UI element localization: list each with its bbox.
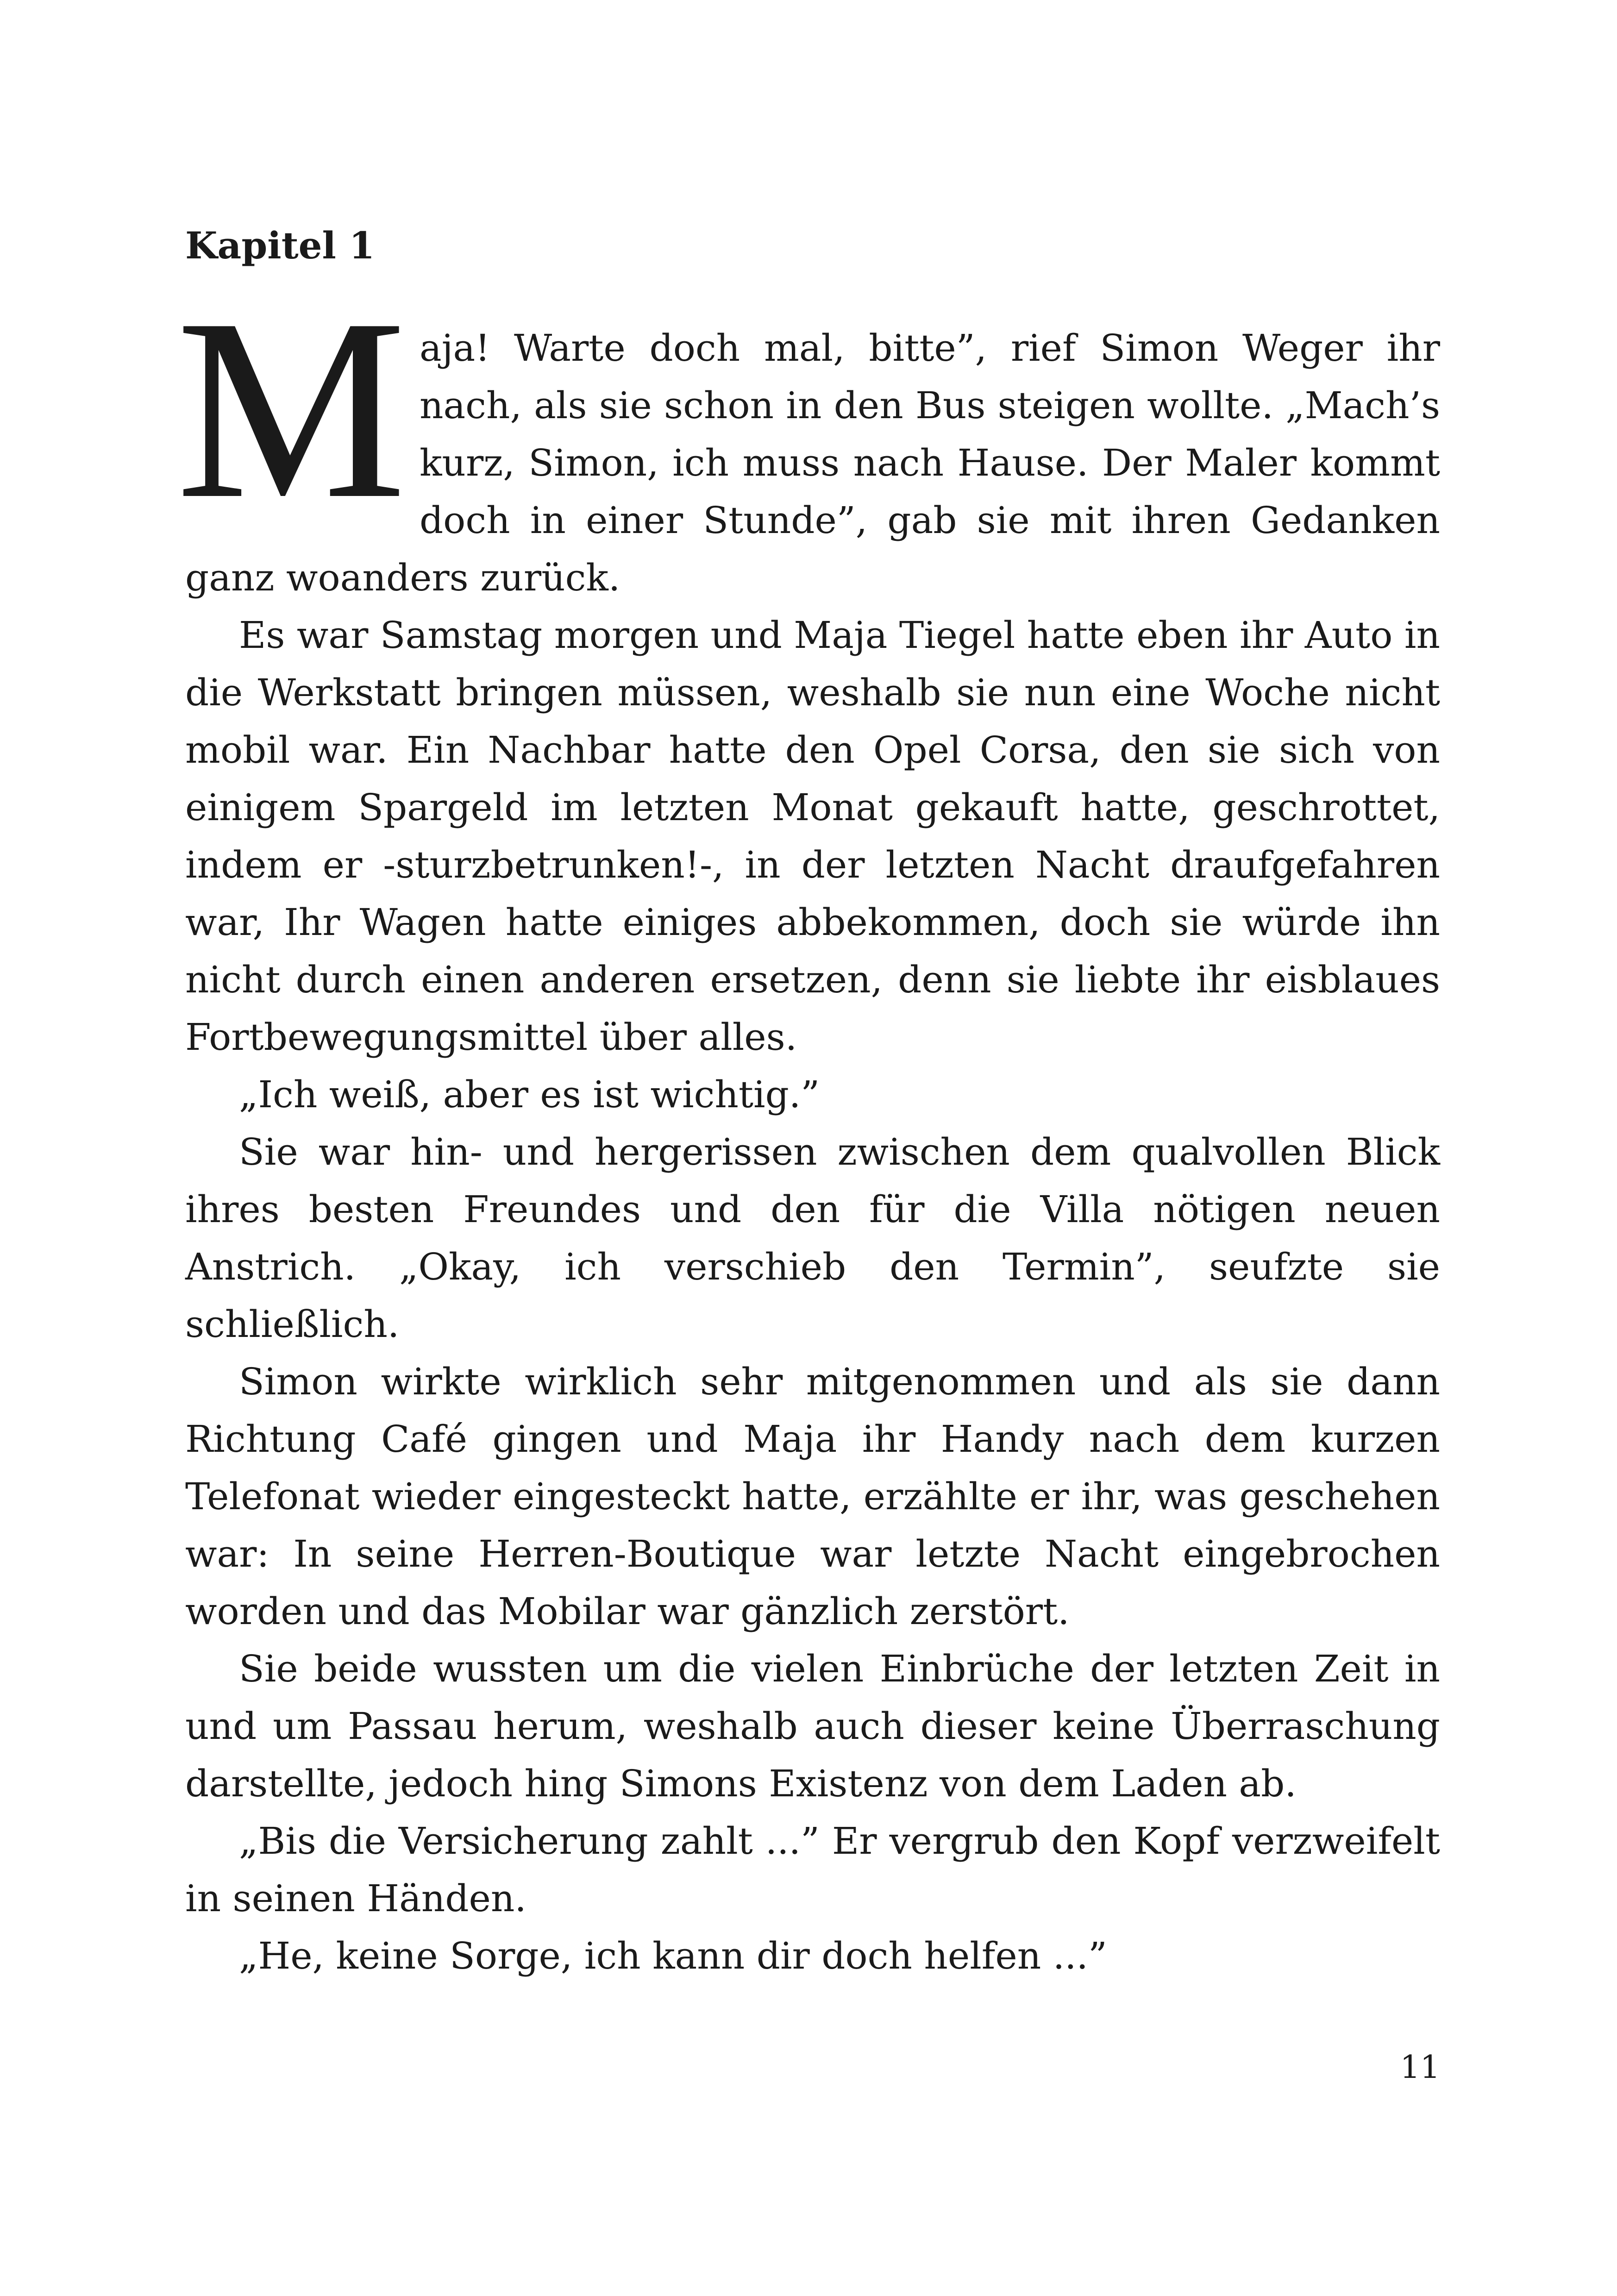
paragraph-1 [176, 265, 1440, 607]
chapter-title: Kapitel 1 [185, 224, 375, 267]
paragraph-2: Es war Samstag morgen und Maja Tiegel hatte eben ihr Auto in die Werkstatt bringen müssen, weshalb sie nun eine Woche nicht mobil war. Ein Nachbar hatte den Opel Corsa, den sie sich von einigem Spargeld im letzten Monat gekauft hatte, geschrottet, indem er -sturzbetrunken!-, in der letzten Nacht draufgefahren war, Ihr Wagen hatte einiges abbekommen, doch sie würde ihn nicht durch einen anderen ersetzen, denn sie liebte ihr eisblaues Fortbewegungsmittel über alles. [185, 614, 1440, 1059]
paragraph-8: „He, keine Sorge, ich kann dir doch helfen ...” [239, 1934, 1107, 1977]
paragraph-6: Sie beide wussten um die vielen Einbrüche der letzten Zeit in und um Passau herum, weshalb auch dieser keine Überraschung darstellte, jedoch hing Simons Existenz von dem Laden ab. [185, 1647, 1440, 1805]
paragraph-1-text: aja! Warte doch mal, bitte”, rief Simon Weger ihr nach, als sie schon in den Bus steigen wollte. „Mach’s kurz, Simon, ich muss nach Hause. Der Maler kommt doch in einer Stunde”, gab sie mit ihren Gedanken ganz woanders zurück. [185, 326, 1440, 599]
paragraph-3: „Ich weiß, aber es ist wichtig.” [239, 1073, 820, 1116]
chapter-body-text [176, 265, 1440, 1985]
page-number: 11 [1400, 2049, 1440, 2086]
paragraph-4: Sie war hin- und hergerissen zwischen dem qualvollen Blick ihres besten Freundes und den für die Villa nötigen neuen Anstrich. „Okay, ich verschieb den Termin”, seufzte sie schließlich. [185, 1130, 1440, 1346]
drop-cap: M [176, 265, 407, 552]
paragraph-7: „Bis die Versicherung zahlt ...” Er vergrub den Kopf verzweifelt in seinen Händen. [185, 1819, 1440, 1920]
paragraph-5: Simon wirkte wirklich sehr mitgenommen und als sie dann Richtung Café gingen und Maja ihr Handy nach dem kurzen Telefonat wieder eingesteckt hatte, erzählte er ihr, was geschehen war: In seine Herren-Boutique war letzte Nacht eingebrochen worden und das Mobilar war gänzlich zerstört. [185, 1360, 1440, 1633]
